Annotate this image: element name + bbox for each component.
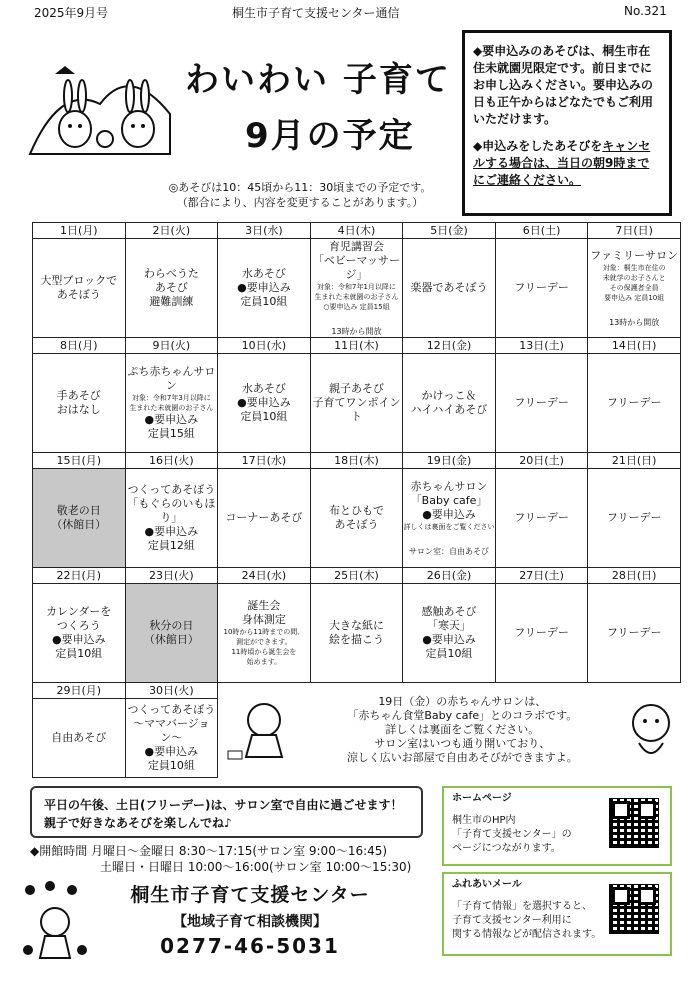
date-header: 4日(木) [310,223,403,239]
event-text: フリーデー [606,511,662,524]
event-text: 「寒天」 [427,619,472,632]
event-text: 身体測定 [241,613,286,626]
event-text: ぷち赤ちゃんサロン [127,365,216,392]
event-cell [33,469,126,568]
collab-line: 涼しく広いお部屋で自由あそびができますよ。 [346,751,578,765]
event-text: 対象：令和7年3月以降に [131,394,211,402]
date-header: 3日(水) [218,223,311,239]
event-cell [588,239,681,338]
date-header: 22日(月) [33,568,126,584]
date-header: 30日(火) [125,683,218,699]
event-text: フリーデー [514,396,569,409]
event-text: 生まれた未就園のお子さん [314,292,399,301]
schedule-note-line2: （都合により、内容を変更することがあります。） [176,196,424,209]
event-text: ○要申込み 定員15組 [323,302,390,311]
event-cell [588,354,681,453]
date-header: 17日(水) [218,453,311,469]
date-header: 6日(土) [495,223,588,239]
date-header: 15日(月) [33,453,126,469]
event-text: ●要申込み [237,396,291,409]
title-area [20,34,460,184]
homepage-line: 「子育て支援センター」の [452,829,572,840]
event-text: （休館日） [51,518,107,531]
free-day-line2: 親子で好きなあそびを楽しんでね♪ [44,816,232,830]
event-cell [403,354,496,453]
date-header: 29日(月) [33,683,126,699]
event-cell [125,469,218,568]
date-header: 28日(日) [588,568,681,584]
collab-note [218,683,681,778]
event-cell [495,469,588,568]
collab-line: 詳しくは裏面をご覧ください。 [385,723,540,737]
event-cell [588,469,681,568]
baby-illustration [621,695,681,765]
newsletter-title: 桐生市子育て支援センター通信 [232,6,400,20]
collab-line: サロン室はいつも通り開いており、 [374,737,551,751]
event-text: カレンダーを [46,605,112,618]
event-cell [495,354,588,453]
event-text: サロン室：自由あそび [409,546,490,556]
notice-registration: ◆要申込みのあそびは、桐生市在住未就園児限定です。前日までにお申し込みください。要申込みの日も正午からはどなたでもご利用いただけます。 [473,44,654,126]
title-main: わいわい 子育て [185,60,451,100]
event-text: 定員10組 [240,410,288,423]
event-cell [218,354,311,453]
child-flowers-illustration [20,880,90,960]
event-cell [310,584,403,683]
center-info [120,880,380,958]
event-text: フリーデー [514,626,569,639]
event-cell [310,354,403,453]
center-org: 【地域子育て相談機関】 [173,914,327,930]
free-day-line1: 平日の午後、土日(フリーデー)は、サロン室で自由に過ごせます！ [44,798,403,812]
event-text: フリーデー [514,281,569,294]
event-cell [33,584,126,683]
event-text: ●要申込み [144,745,199,758]
date-header: 10日(水) [218,338,311,354]
event-cell [125,699,218,778]
event-text: 自由あそび [51,731,107,744]
event-cell [125,584,218,683]
event-text: ●要申込み [422,633,476,646]
homepage-line: ページにつながります。 [452,843,561,854]
event-cell [495,239,588,338]
date-header: 11日(木) [310,338,403,354]
event-text: 対象：桐生市在住の [602,263,666,272]
homepage-title: ホームページ [452,793,512,804]
event-text: 楽器であそぼう [410,281,488,294]
date-header: 16日(火) [125,453,218,469]
event-text: おはなし [56,403,101,416]
hours-weekend: 土曜日・日曜日 10:00〜16:00(サロン室 10:00〜15:30) [100,860,412,874]
event-text: フリーデー [514,511,569,524]
event-text: その保護者全員 [609,283,659,292]
notice-cancel-pre: ◆申込みをしたあそびを [473,139,603,153]
event-cell [403,469,496,568]
rabbits-illustration [20,44,180,164]
date-header: 21日(日) [588,453,681,469]
event-text: フリーデー [606,396,662,409]
date-header: 9日(火) [125,338,218,354]
date-header: 25日(木) [310,568,403,584]
date-header: 27日(土) [495,568,588,584]
event-text: 生まれた未就園のお子さん [129,404,214,412]
issue-number: No.321 [624,4,667,18]
event-text: かけっこ＆ [421,389,477,402]
event-cell [33,699,126,778]
event-text: あそぼう [334,518,379,531]
event-cell [403,239,496,338]
event-text: 手あそび [56,389,101,402]
date-header: 14日(日) [588,338,681,354]
schedule-note-line1: ◎あそびは10：45頃から11：30頃までの予定です。 [168,181,432,194]
event-text: 始めます。 [246,658,282,666]
event-cell [310,469,403,568]
boy-playing-illustration [224,695,304,765]
event-text: 定員10組 [147,759,195,772]
event-text: フリーデー [606,626,662,639]
event-cell [33,239,126,338]
date-header: 23日(火) [125,568,218,584]
event-cell [495,584,588,683]
event-text [588,303,680,317]
issue-date: 2025年9月号 [34,6,109,20]
event-cell [588,584,681,683]
event-text: （休館日） [143,633,199,646]
event-text: つくってあそぼう [127,483,216,496]
date-header: 19日(金) [403,453,496,469]
event-text: つくってあそぼう [127,703,216,716]
event-text: 敬老の日 [56,504,101,517]
event-text: 「もぐらのいもほり」 [127,497,216,524]
event-text: つくろう [56,619,101,632]
event-text: ●要申込み [422,507,476,521]
event-text: 布とひもで [328,504,384,517]
event-cell [403,584,496,683]
event-text: 要申込み 定員10組 [604,293,665,302]
event-cell [310,239,403,338]
date-header: 20日(土) [495,453,588,469]
event-text: 誕生会 [247,599,281,612]
event-text: 測定ができます。 [236,638,292,646]
event-text: 〜ママバージョン〜 [133,717,210,744]
event-cell [218,239,311,338]
date-header: 24日(水) [218,568,311,584]
event-text: 定員10組 [425,647,473,660]
schedule-note [140,180,460,210]
event-text: 大きな紙に [328,619,384,632]
center-name: 桐生市子育て支援センター [130,884,370,906]
event-text: 定員12組 [147,539,195,552]
mail-qr-code[interactable] [609,884,659,934]
date-header: 5日(金) [403,223,496,239]
event-text: 秋分の日 [149,619,194,632]
event-text: 絵を描こう [328,633,384,646]
date-header: 1日(月) [33,223,126,239]
date-header: 13日(土) [495,338,588,354]
opening-hours [30,843,411,875]
calendar-table [32,222,681,778]
notice-box [462,30,672,216]
center-phone[interactable]: 0277-46-5031 [160,934,340,958]
event-text: 育児講習会 [328,239,384,253]
event-text: 11時頃から誕生会を [231,648,297,656]
event-text: 「ベビーマッサージ」 [312,253,401,281]
event-text: ●要申込み [51,633,106,646]
event-text: 13時から開放 [331,326,382,336]
event-text: 10時から11時までの間、 [223,628,305,636]
event-text: 感触あそび [421,605,477,618]
event-text: 未就学のお子さんと [602,273,666,282]
event-text: 定員10組 [240,295,288,308]
date-header: 7日(日) [588,223,681,239]
notice-cancel-underlined: キャンセルする場合は、当日の朝9時までにご連絡ください。 [473,139,651,187]
mail-line: 子育て支援センター利用に [452,915,572,926]
event-text: 水あそび [241,267,286,280]
event-text: ●要申込み [144,525,199,538]
collab-line: 「赤ちゃん食堂Baby cafe」とのコラボです。 [347,709,578,723]
homepage-qr-code[interactable] [609,798,659,848]
free-day-box [30,786,423,838]
event-text: ハイハイあそび [410,403,488,416]
title-month: 9月の予定 [245,116,415,156]
event-text: 「Baby cafe」 [410,493,488,507]
event-cell [218,584,311,683]
date-header: 2日(火) [125,223,218,239]
event-cell [125,239,218,338]
date-header: 18日(木) [310,453,403,469]
date-header: 26日(金) [403,568,496,584]
event-text: 避難訓練 [149,295,194,308]
event-text: わらべうた [143,267,199,280]
event-text: 水あそび [241,382,286,395]
mail-line: 関する情報などが配信されます。 [452,929,602,940]
event-cell [125,354,218,453]
event-text: 定員15組 [147,427,195,440]
event-text: あそび [154,281,188,294]
event-text: 詳しくは裏面をご覧ください [403,522,495,531]
event-cell [218,469,311,568]
event-text: 親子あそび [328,382,384,395]
event-text: ファミリーサロン [590,248,679,262]
event-text: あそぼう [56,288,101,301]
event-text [311,312,403,326]
event-text: 子育てワンポイント [312,396,401,423]
mail-line: 「子育て情報」を選択すると、 [452,901,592,912]
event-text: 対象：令和7年1月以降に [317,282,396,291]
event-text: 13時から開放 [609,317,660,327]
hours-weekday: ◆開館時間 月曜日〜金曜日 8:30〜17:15(サロン室 9:00〜16:45) [30,844,388,858]
event-text: 赤ちゃんサロン [410,479,488,493]
event-text: 大型ブロックで [40,274,118,287]
mail-box [442,872,672,956]
date-header: 12日(金) [403,338,496,354]
event-cell [33,354,126,453]
notice-cancel [473,138,661,189]
date-header: 8日(月) [33,338,126,354]
event-text: ●要申込み [144,413,199,426]
collab-line: 19日（金）の赤ちゃんサロンは、 [378,695,547,709]
mail-title: ふれあいメール [452,879,522,890]
event-text: 定員10組 [55,647,103,660]
homepage-line: 桐生市のHP内 [452,815,516,826]
event-text: コーナーあそび [225,511,303,524]
event-text [403,532,495,546]
homepage-box [442,786,672,866]
event-text: ●要申込み [237,281,291,294]
